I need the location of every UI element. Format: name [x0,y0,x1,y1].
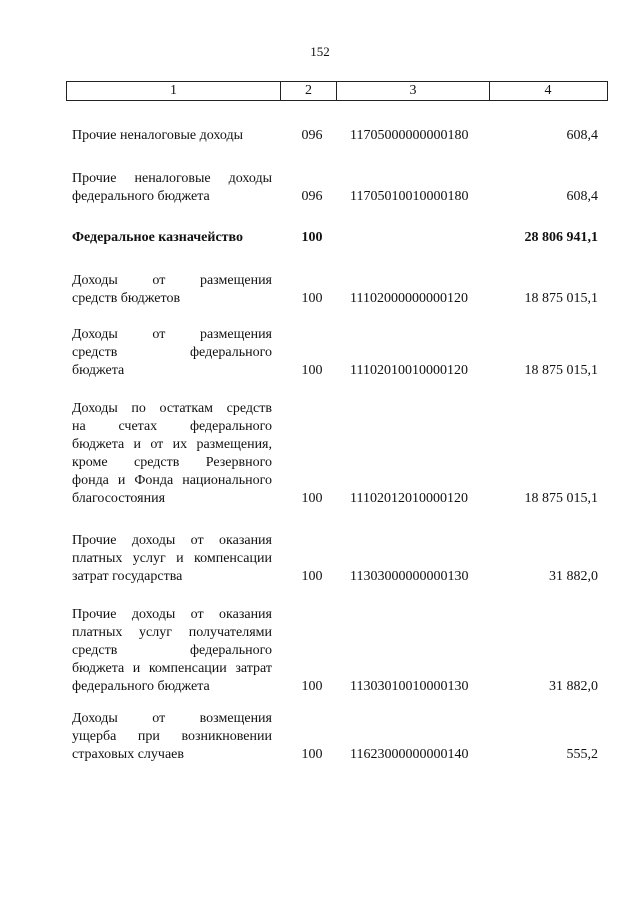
row-kbk-code: 11623000000000140 [350,747,469,762]
header-col-1: 1 [67,82,281,100]
row-name-line: страховых случаев [72,747,184,762]
row-name-line: Прочие доходы от оказания [72,533,272,548]
header-col-4: 4 [544,83,552,98]
row-amount: 608,4 [566,128,598,143]
row-admin-code: 100 [301,679,323,694]
row-name-line: фонда и Фонда национального [72,473,272,488]
row-name-line: средств федерального [72,643,272,658]
table-header [66,81,608,101]
header-col-2: 2 [281,82,337,100]
row-name [72,229,302,247]
row-admin-code: 100 [301,747,323,762]
row-name-line: затрат государства [72,569,183,584]
row-name [72,127,302,145]
row-name [72,170,272,206]
row-name-line: бюджета [72,363,125,378]
row-admin-code: 096 [301,189,323,204]
row-kbk-code: 11102000000000120 [350,291,468,306]
row-name [72,606,272,696]
row-name-line: ущерба при возникновении [72,729,272,744]
header-col-3: 3 [337,82,490,100]
row-name [72,400,272,508]
row-admin-code: 100 [301,491,323,506]
row-kbk-code: 11303010010000130 [350,679,469,694]
row-admin-code: 100 [301,569,323,584]
row-kbk-code: 11705010010000180 [350,189,469,204]
row-name-line: на счетах федерального [72,419,272,434]
row-amount: 28 806 941,1 [524,230,598,245]
row-name-line: Доходы по остаткам средств [72,401,272,416]
row-amount: 555,2 [566,747,598,762]
row-admin-code: 100 [301,230,323,245]
row-kbk-code: 11705000000000180 [350,128,469,143]
row-amount: 18 875 015,1 [524,491,598,506]
row-name-line: платных услуг и компенсации [72,551,272,566]
row-name-line: федерального бюджета [72,189,210,204]
row-name-line: Федеральное казначейство [72,230,244,245]
row-amount: 31 882,0 [549,569,598,584]
row-name [72,272,272,308]
row-name [72,532,272,586]
row-name-line: Доходы от размещения [72,273,272,288]
row-kbk-code: 11303000000000130 [350,569,469,584]
page-number: 152 [310,44,330,59]
row-amount: 608,4 [566,189,598,204]
row-name-line: благосостояния [72,491,166,506]
row-kbk-code: 11102010010000120 [350,363,468,378]
row-admin-code: 100 [301,291,323,306]
row-admin-code: 096 [301,128,323,143]
row-name [72,710,272,764]
row-name-line: кроме средств Резервного [72,455,272,470]
row-name-line: средств федерального [72,345,272,360]
row-name-line: Прочие доходы от оказания [72,607,272,622]
row-amount: 31 882,0 [549,679,598,694]
row-name-line: Прочие неналоговые доходы [72,171,272,186]
row-kbk-code: 11102012010000120 [350,491,468,506]
row-name-line: Доходы от возмещения [72,711,272,726]
row-name-line: средств бюджетов [72,291,181,306]
row-name-line: платных услуг получателями [72,625,272,640]
row-name [72,326,272,380]
row-amount: 18 875 015,1 [524,291,598,306]
row-admin-code: 100 [301,363,323,378]
row-name-line: бюджета и от их размещения, [72,437,272,452]
row-amount: 18 875 015,1 [524,363,598,378]
row-name-line: бюджета и компенсации затрат [72,661,272,676]
row-name-line: федерального бюджета [72,679,210,694]
row-name-line: Прочие неналоговые доходы [72,128,244,143]
row-name-line: Доходы от размещения [72,327,272,342]
